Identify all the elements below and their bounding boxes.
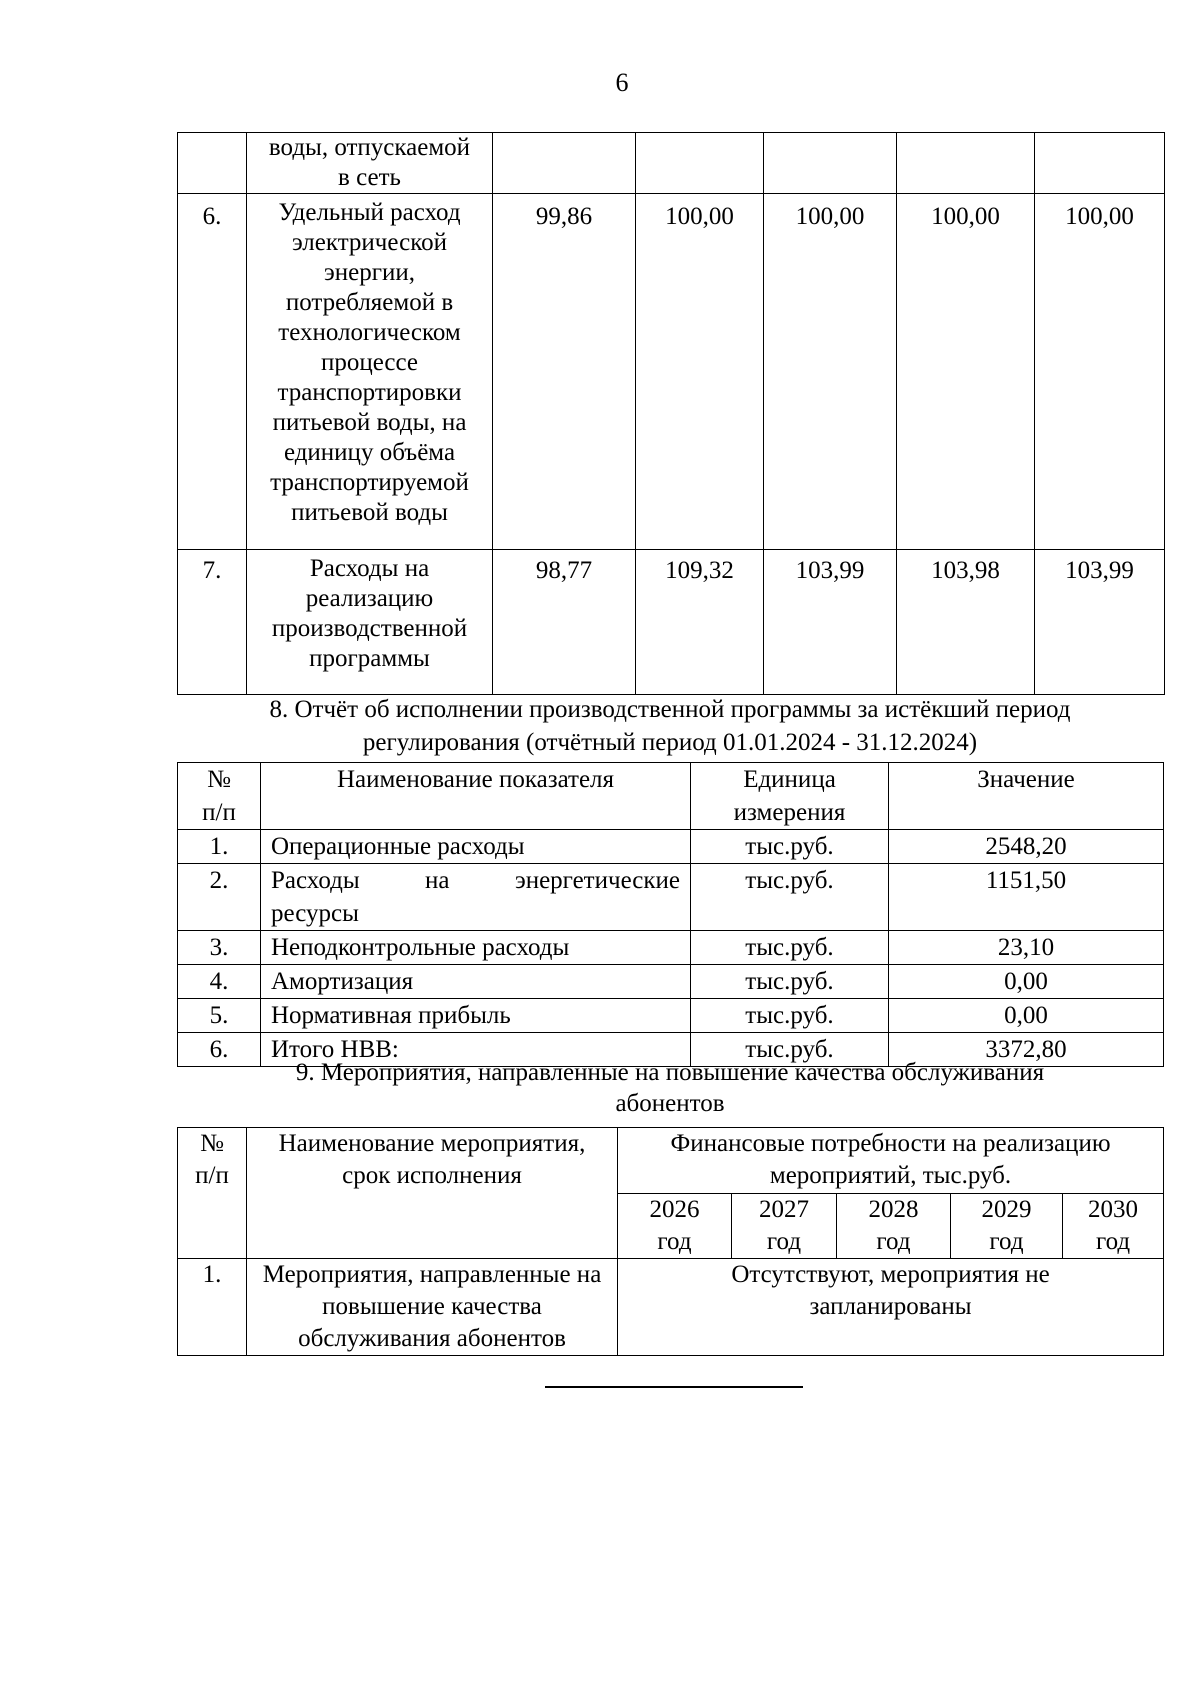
measure-note: Отсутствуют, мероприятия не запланированы [618, 1259, 1164, 1356]
indicator-name-line2: ресурсы [271, 900, 359, 927]
unit-cell: тыс.руб. [691, 864, 889, 931]
header-name: Наименование показателя [261, 763, 691, 830]
value-cell: 100,00 [636, 194, 764, 550]
unit-cell: тыс.руб. [691, 830, 889, 864]
row-number: 6. [178, 1033, 261, 1067]
value-cell: 103,99 [764, 550, 897, 695]
end-divider [545, 1386, 803, 1388]
row-number [178, 133, 247, 194]
table-row [178, 931, 1164, 965]
table-row [178, 133, 1165, 194]
row-number: 1. [178, 830, 261, 864]
section-8-title-line1: 8. Отчёт об исполнении производственной программы за истёкший период [269, 696, 1071, 723]
header-year: 2030 год [1063, 1194, 1164, 1259]
indicator-name: Амортизация [261, 965, 691, 999]
header-unit: Единица измерения [691, 763, 889, 830]
header-year: 2026 год [618, 1194, 732, 1259]
value-cell: 100,00 [1035, 194, 1165, 550]
row-number: 7. [178, 550, 247, 695]
value-cell: 103,98 [897, 550, 1035, 695]
indicator-name: Неподконтрольные расходы [261, 931, 691, 965]
value-cell: 0,00 [889, 999, 1164, 1033]
measure-name: Мероприятия, направленные на повышение качества обслуживания абонентов [247, 1259, 618, 1356]
header-num: № п/п [178, 1128, 247, 1259]
row-number: 2. [178, 864, 261, 931]
unit-cell: тыс.руб. [691, 999, 889, 1033]
value-cell: 103,99 [1035, 550, 1165, 695]
value-cell: 1151,50 [889, 864, 1164, 931]
row-number: 4. [178, 965, 261, 999]
value-cell: 2548,20 [889, 830, 1164, 864]
table-row [178, 830, 1164, 864]
value-cell: 23,10 [889, 931, 1164, 965]
value-cell: 99,86 [493, 194, 636, 550]
report-table [177, 762, 1164, 1067]
indicator-name: Итого НВВ: [261, 1033, 691, 1067]
row-number: 6. [178, 194, 247, 550]
value-cell: 3372,80 [889, 1033, 1164, 1067]
value-cell: 100,00 [897, 194, 1035, 550]
indicator-name: Расходы на реализацию производственной программы [247, 550, 493, 695]
indicator-name-line1: Расходы на энергетические [271, 867, 680, 894]
indicators-table [177, 132, 1165, 695]
section-9-title-line1: 9. Мероприятия, направленные на повышение качества обслуживания [295, 1059, 1045, 1086]
indicator-name: воды, отпускаемой в сеть [247, 133, 493, 194]
table-row [178, 965, 1164, 999]
measures-table [177, 1127, 1164, 1356]
header-year: 2028 год [837, 1194, 951, 1259]
row-number: 5. [178, 999, 261, 1033]
table-row [178, 1259, 1164, 1356]
header-num: № п/п [178, 763, 261, 830]
row-number: 3. [178, 931, 261, 965]
indicator-name: Удельный расход электрической энергии, потребляемой в технологическом процессе транспортировки питьевой воды, на единицу объёма транспортируемой питьевой воды [247, 194, 493, 550]
section-8-title-line2: регулирования (отчётный период 01.01.2024 - 31.12.2024) [362, 729, 978, 756]
unit-cell: тыс.руб. [691, 931, 889, 965]
header-name: Наименование мероприятия, срок исполнения [247, 1128, 618, 1259]
page-number: 6 [615, 68, 629, 97]
table-header-row [178, 1128, 1164, 1194]
header-year: 2029 год [951, 1194, 1063, 1259]
indicator-name [261, 864, 691, 931]
value-cell: 0,00 [889, 965, 1164, 999]
header-finance: Финансовые потребности на реализацию мероприятий, тыс.руб. [618, 1128, 1164, 1194]
unit-cell: тыс.руб. [691, 965, 889, 999]
indicator-name: Нормативная прибыль [261, 999, 691, 1033]
table-row [178, 864, 1164, 931]
table-row [178, 194, 1165, 550]
table-header-row [178, 763, 1164, 830]
value-cell: 100,00 [764, 194, 897, 550]
section-9-title [170, 1056, 1170, 1120]
row-number: 1. [178, 1259, 247, 1356]
table-row [178, 550, 1165, 695]
section-9-title-line2: абонентов [615, 1090, 725, 1117]
unit-cell: тыс.руб. [691, 1033, 889, 1067]
value-cell: 98,77 [493, 550, 636, 695]
header-value: Значение [889, 763, 1164, 830]
value-cell: 109,32 [636, 550, 764, 695]
indicator-name: Операционные расходы [261, 830, 691, 864]
section-8-title [170, 692, 1170, 760]
header-year: 2027 год [732, 1194, 837, 1259]
table-row [178, 999, 1164, 1033]
